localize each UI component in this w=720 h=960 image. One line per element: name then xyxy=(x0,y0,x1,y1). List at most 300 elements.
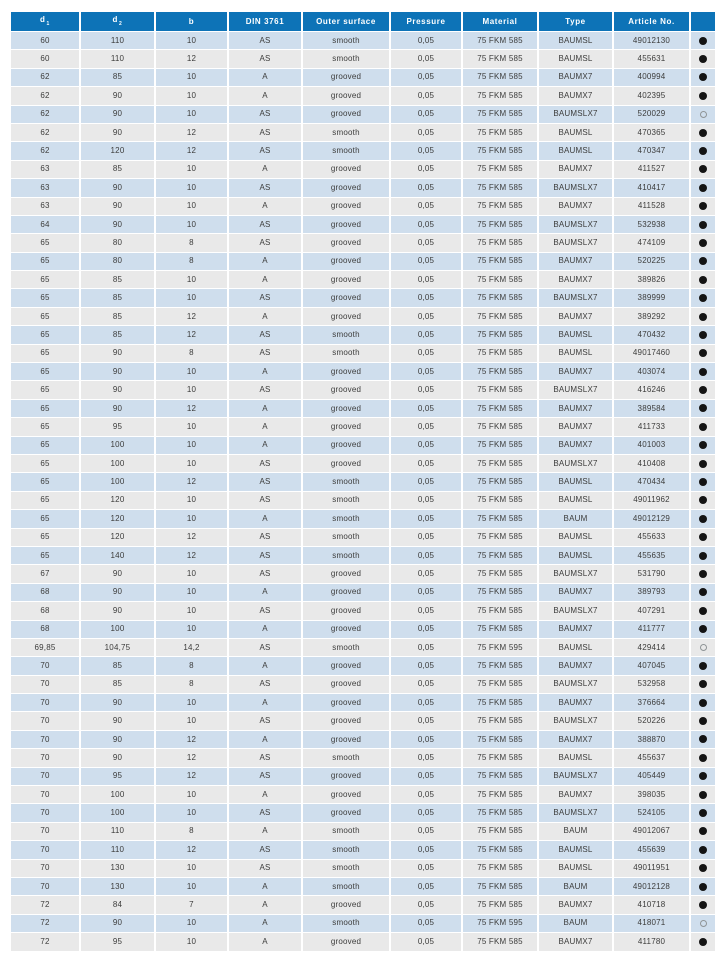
cell-article-no: 411527 xyxy=(614,161,689,178)
availability-filled-dot-icon xyxy=(699,460,707,468)
cell-pressure: 0,05 xyxy=(391,860,461,877)
cell-availability xyxy=(691,363,715,380)
cell-article-no: 410417 xyxy=(614,179,689,196)
availability-filled-dot-icon xyxy=(699,73,707,81)
cell-din-3761: A xyxy=(229,271,301,288)
cell-b: 14,2 xyxy=(156,639,227,656)
cell-article-no: 49011951 xyxy=(614,860,689,877)
cell-b: 12 xyxy=(156,400,227,417)
cell-outer-surface: grooved xyxy=(303,418,389,435)
availability-filled-dot-icon xyxy=(699,276,707,284)
cell-d1: 70 xyxy=(11,768,79,785)
cell-outer-surface: grooved xyxy=(303,69,389,86)
cell-d2: 104,75 xyxy=(81,639,154,656)
cell-material: 75 FKM 585 xyxy=(463,694,537,711)
table-row xyxy=(11,289,715,306)
cell-din-3761: A xyxy=(229,69,301,86)
cell-article-no: 389584 xyxy=(614,400,689,417)
table-header xyxy=(11,12,715,31)
availability-filled-dot-icon xyxy=(699,239,707,247)
cell-availability xyxy=(691,510,715,527)
cell-pressure: 0,05 xyxy=(391,381,461,398)
cell-material: 75 FKM 585 xyxy=(463,565,537,582)
table-row xyxy=(11,271,715,288)
cell-d2: 140 xyxy=(81,547,154,564)
cell-d1: 70 xyxy=(11,860,79,877)
cell-din-3761: AS xyxy=(229,768,301,785)
table-row xyxy=(11,510,715,527)
cell-pressure: 0,05 xyxy=(391,749,461,766)
cell-b: 12 xyxy=(156,308,227,325)
availability-filled-dot-icon xyxy=(699,901,707,909)
cell-b: 12 xyxy=(156,749,227,766)
cell-material: 75 FKM 585 xyxy=(463,106,537,123)
cell-d2: 90 xyxy=(81,87,154,104)
cell-article-no: 520225 xyxy=(614,253,689,270)
cell-material: 75 FKM 585 xyxy=(463,896,537,913)
cell-article-no: 470365 xyxy=(614,124,689,141)
cell-article-no: 455631 xyxy=(614,50,689,67)
cell-type: BAUMSLX7 xyxy=(539,381,612,398)
cell-d2: 100 xyxy=(81,437,154,454)
cell-outer-surface: grooved xyxy=(303,106,389,123)
cell-d1: 65 xyxy=(11,400,79,417)
cell-din-3761: AS xyxy=(229,50,301,67)
availability-filled-dot-icon xyxy=(699,772,707,780)
cell-din-3761: A xyxy=(229,253,301,270)
cell-material: 75 FKM 585 xyxy=(463,933,537,950)
cell-material: 75 FKM 595 xyxy=(463,639,537,656)
cell-din-3761: A xyxy=(229,400,301,417)
cell-b: 10 xyxy=(156,804,227,821)
cell-b: 8 xyxy=(156,823,227,840)
cell-material: 75 FKM 585 xyxy=(463,234,537,251)
cell-outer-surface: smooth xyxy=(303,841,389,858)
cell-type: BAUM xyxy=(539,915,612,932)
cell-outer-surface: grooved xyxy=(303,289,389,306)
cell-availability xyxy=(691,915,715,932)
cell-article-no: 474109 xyxy=(614,234,689,251)
cell-d1: 65 xyxy=(11,326,79,343)
cell-pressure: 0,05 xyxy=(391,345,461,362)
cell-d2: 100 xyxy=(81,621,154,638)
cell-pressure: 0,05 xyxy=(391,418,461,435)
cell-article-no: 532938 xyxy=(614,216,689,233)
cell-din-3761: AS xyxy=(229,381,301,398)
cell-type: BAUMSLX7 xyxy=(539,804,612,821)
cell-outer-surface: grooved xyxy=(303,400,389,417)
cell-article-no: 524105 xyxy=(614,804,689,821)
availability-filled-dot-icon xyxy=(699,570,707,578)
cell-d2: 85 xyxy=(81,271,154,288)
cell-material: 75 FKM 595 xyxy=(463,915,537,932)
cell-d2: 130 xyxy=(81,878,154,895)
cell-b: 10 xyxy=(156,198,227,215)
cell-d2: 110 xyxy=(81,50,154,67)
cell-d2: 90 xyxy=(81,381,154,398)
column-header-label: Pressure xyxy=(406,16,446,26)
availability-filled-dot-icon xyxy=(699,184,707,192)
cell-material: 75 FKM 585 xyxy=(463,142,537,159)
table-row xyxy=(11,731,715,748)
cell-article-no: 410718 xyxy=(614,896,689,913)
cell-din-3761: AS xyxy=(229,804,301,821)
cell-b: 10 xyxy=(156,565,227,582)
cell-availability xyxy=(691,345,715,362)
cell-b: 10 xyxy=(156,786,227,803)
cell-outer-surface: grooved xyxy=(303,768,389,785)
cell-availability xyxy=(691,198,715,215)
cell-type: BAUMSLX7 xyxy=(539,676,612,693)
cell-b: 10 xyxy=(156,437,227,454)
cell-d1: 65 xyxy=(11,473,79,490)
cell-material: 75 FKM 585 xyxy=(463,860,537,877)
availability-filled-dot-icon xyxy=(699,809,707,817)
cell-type: BAUMX7 xyxy=(539,657,612,674)
cell-type: BAUMX7 xyxy=(539,271,612,288)
cell-material: 75 FKM 585 xyxy=(463,363,537,380)
cell-availability xyxy=(691,69,715,86)
cell-outer-surface: grooved xyxy=(303,933,389,950)
cell-d1: 62 xyxy=(11,87,79,104)
column-header-article-no xyxy=(614,12,689,31)
cell-material: 75 FKM 585 xyxy=(463,179,537,196)
cell-pressure: 0,05 xyxy=(391,841,461,858)
cell-type: BAUMSL xyxy=(539,50,612,67)
cell-type: BAUMSL xyxy=(539,345,612,362)
cell-outer-surface: grooved xyxy=(303,381,389,398)
cell-availability xyxy=(691,32,715,49)
cell-din-3761: A xyxy=(229,510,301,527)
cell-outer-surface: smooth xyxy=(303,345,389,362)
cell-pressure: 0,05 xyxy=(391,124,461,141)
cell-material: 75 FKM 585 xyxy=(463,32,537,49)
cell-article-no: 389999 xyxy=(614,289,689,306)
cell-d1: 65 xyxy=(11,547,79,564)
cell-din-3761: A xyxy=(229,161,301,178)
cell-din-3761: AS xyxy=(229,639,301,656)
cell-article-no: 49012067 xyxy=(614,823,689,840)
cell-din-3761: A xyxy=(229,657,301,674)
cell-article-no: 403074 xyxy=(614,363,689,380)
cell-material: 75 FKM 585 xyxy=(463,602,537,619)
cell-material: 75 FKM 585 xyxy=(463,161,537,178)
cell-availability xyxy=(691,106,715,123)
cell-pressure: 0,05 xyxy=(391,161,461,178)
cell-b: 10 xyxy=(156,860,227,877)
cell-din-3761: AS xyxy=(229,712,301,729)
cell-type: BAUMX7 xyxy=(539,87,612,104)
cell-d1: 63 xyxy=(11,198,79,215)
cell-pressure: 0,05 xyxy=(391,198,461,215)
cell-article-no: 418071 xyxy=(614,915,689,932)
cell-type: BAUMX7 xyxy=(539,198,612,215)
cell-din-3761: AS xyxy=(229,124,301,141)
cell-pressure: 0,05 xyxy=(391,510,461,527)
cell-material: 75 FKM 585 xyxy=(463,198,537,215)
cell-type: BAUMX7 xyxy=(539,694,612,711)
cell-pressure: 0,05 xyxy=(391,602,461,619)
cell-availability xyxy=(691,253,715,270)
cell-type: BAUMX7 xyxy=(539,896,612,913)
cell-din-3761: A xyxy=(229,87,301,104)
cell-article-no: 410408 xyxy=(614,455,689,472)
cell-availability xyxy=(691,657,715,674)
column-header-outer-surface xyxy=(303,12,389,31)
table-row xyxy=(11,50,715,67)
cell-b: 12 xyxy=(156,547,227,564)
cell-availability xyxy=(691,621,715,638)
cell-availability xyxy=(691,308,715,325)
cell-d1: 62 xyxy=(11,142,79,159)
cell-type: BAUMX7 xyxy=(539,786,612,803)
table-row xyxy=(11,602,715,619)
availability-filled-dot-icon xyxy=(699,699,707,707)
availability-filled-dot-icon xyxy=(699,791,707,799)
cell-din-3761: A xyxy=(229,896,301,913)
cell-availability xyxy=(691,492,715,509)
cell-b: 7 xyxy=(156,896,227,913)
cell-d1: 72 xyxy=(11,915,79,932)
cell-outer-surface: grooved xyxy=(303,786,389,803)
cell-article-no: 455637 xyxy=(614,749,689,766)
column-header-din-3761 xyxy=(229,12,301,31)
cell-d1: 70 xyxy=(11,841,79,858)
availability-filled-dot-icon xyxy=(699,313,707,321)
cell-d2: 100 xyxy=(81,473,154,490)
cell-type: BAUMX7 xyxy=(539,621,612,638)
cell-b: 10 xyxy=(156,289,227,306)
cell-material: 75 FKM 585 xyxy=(463,124,537,141)
cell-d1: 65 xyxy=(11,253,79,270)
cell-outer-surface: grooved xyxy=(303,455,389,472)
availability-filled-dot-icon xyxy=(699,827,707,835)
cell-pressure: 0,05 xyxy=(391,363,461,380)
cell-type: BAUMX7 xyxy=(539,308,612,325)
cell-d2: 100 xyxy=(81,804,154,821)
cell-material: 75 FKM 585 xyxy=(463,510,537,527)
availability-filled-dot-icon xyxy=(699,607,707,615)
availability-filled-dot-icon xyxy=(699,846,707,854)
cell-din-3761: A xyxy=(229,731,301,748)
cell-availability xyxy=(691,676,715,693)
cell-d1: 68 xyxy=(11,621,79,638)
cell-d1: 70 xyxy=(11,786,79,803)
cell-d1: 65 xyxy=(11,289,79,306)
cell-d1: 69,85 xyxy=(11,639,79,656)
cell-availability xyxy=(691,547,715,564)
cell-pressure: 0,05 xyxy=(391,142,461,159)
cell-d1: 70 xyxy=(11,823,79,840)
cell-pressure: 0,05 xyxy=(391,768,461,785)
cell-din-3761: AS xyxy=(229,473,301,490)
cell-d1: 70 xyxy=(11,657,79,674)
cell-pressure: 0,05 xyxy=(391,823,461,840)
cell-pressure: 0,05 xyxy=(391,87,461,104)
cell-d2: 85 xyxy=(81,69,154,86)
cell-material: 75 FKM 585 xyxy=(463,657,537,674)
cell-material: 75 FKM 585 xyxy=(463,823,537,840)
cell-article-no: 376664 xyxy=(614,694,689,711)
cell-availability xyxy=(691,216,715,233)
cell-pressure: 0,05 xyxy=(391,915,461,932)
column-header-d1 xyxy=(11,12,79,31)
cell-d1: 65 xyxy=(11,234,79,251)
cell-article-no: 455635 xyxy=(614,547,689,564)
cell-type: BAUMSL xyxy=(539,749,612,766)
cell-material: 75 FKM 585 xyxy=(463,768,537,785)
column-header-availability xyxy=(691,12,715,31)
cell-din-3761: A xyxy=(229,584,301,601)
table-row xyxy=(11,786,715,803)
table-row xyxy=(11,933,715,950)
availability-filled-dot-icon xyxy=(699,129,707,137)
availability-filled-dot-icon xyxy=(699,92,707,100)
cell-material: 75 FKM 585 xyxy=(463,326,537,343)
cell-type: BAUMSL xyxy=(539,529,612,546)
cell-pressure: 0,05 xyxy=(391,584,461,601)
cell-outer-surface: smooth xyxy=(303,326,389,343)
cell-type: BAUMSLX7 xyxy=(539,234,612,251)
table-row xyxy=(11,32,715,49)
cell-outer-surface: grooved xyxy=(303,565,389,582)
cell-din-3761: AS xyxy=(229,142,301,159)
cell-type: BAUMSLX7 xyxy=(539,768,612,785)
cell-d2: 130 xyxy=(81,860,154,877)
cell-outer-surface: smooth xyxy=(303,510,389,527)
cell-outer-surface: smooth xyxy=(303,473,389,490)
cell-pressure: 0,05 xyxy=(391,326,461,343)
cell-outer-surface: grooved xyxy=(303,234,389,251)
cell-d1: 65 xyxy=(11,437,79,454)
cell-material: 75 FKM 585 xyxy=(463,584,537,601)
cell-d1: 65 xyxy=(11,510,79,527)
cell-type: BAUMX7 xyxy=(539,437,612,454)
cell-pressure: 0,05 xyxy=(391,32,461,49)
availability-filled-dot-icon xyxy=(699,331,707,339)
cell-material: 75 FKM 585 xyxy=(463,437,537,454)
cell-availability xyxy=(691,933,715,950)
cell-outer-surface: grooved xyxy=(303,363,389,380)
cell-d1: 60 xyxy=(11,32,79,49)
cell-din-3761: AS xyxy=(229,565,301,582)
cell-b: 10 xyxy=(156,418,227,435)
cell-type: BAUMX7 xyxy=(539,400,612,417)
cell-pressure: 0,05 xyxy=(391,731,461,748)
cell-availability xyxy=(691,381,715,398)
cell-availability xyxy=(691,473,715,490)
cell-outer-surface: smooth xyxy=(303,124,389,141)
cell-type: BAUMSLX7 xyxy=(539,106,612,123)
cell-material: 75 FKM 585 xyxy=(463,878,537,895)
cell-availability xyxy=(691,878,715,895)
cell-type: BAUMSL xyxy=(539,639,612,656)
cell-availability xyxy=(691,234,715,251)
cell-availability xyxy=(691,400,715,417)
cell-article-no: 532958 xyxy=(614,676,689,693)
cell-d1: 67 xyxy=(11,565,79,582)
cell-type: BAUMSLX7 xyxy=(539,712,612,729)
cell-availability xyxy=(691,804,715,821)
availability-filled-dot-icon xyxy=(699,202,707,210)
cell-d2: 85 xyxy=(81,308,154,325)
cell-availability xyxy=(691,841,715,858)
cell-outer-surface: smooth xyxy=(303,492,389,509)
cell-article-no: 389793 xyxy=(614,584,689,601)
column-header-d2 xyxy=(81,12,154,31)
cell-material: 75 FKM 585 xyxy=(463,381,537,398)
cell-d2: 110 xyxy=(81,841,154,858)
availability-filled-dot-icon xyxy=(699,680,707,688)
column-header-pressure xyxy=(391,12,461,31)
cell-availability xyxy=(691,142,715,159)
cell-din-3761: AS xyxy=(229,841,301,858)
cell-availability xyxy=(691,87,715,104)
cell-material: 75 FKM 585 xyxy=(463,804,537,821)
cell-d1: 68 xyxy=(11,584,79,601)
cell-pressure: 0,05 xyxy=(391,676,461,693)
cell-pressure: 0,05 xyxy=(391,492,461,509)
table-row xyxy=(11,896,715,913)
cell-b: 12 xyxy=(156,124,227,141)
cell-availability xyxy=(691,565,715,582)
cell-article-no: 407291 xyxy=(614,602,689,619)
table-row xyxy=(11,639,715,656)
column-header-type xyxy=(539,12,612,31)
cell-d2: 90 xyxy=(81,216,154,233)
cell-availability xyxy=(691,50,715,67)
cell-article-no: 455639 xyxy=(614,841,689,858)
cell-pressure: 0,05 xyxy=(391,529,461,546)
cell-outer-surface: grooved xyxy=(303,694,389,711)
cell-article-no: 470434 xyxy=(614,473,689,490)
cell-availability xyxy=(691,786,715,803)
cell-d2: 95 xyxy=(81,768,154,785)
cell-b: 10 xyxy=(156,455,227,472)
cell-b: 10 xyxy=(156,510,227,527)
availability-empty-dot-icon xyxy=(700,111,707,118)
cell-article-no: 520029 xyxy=(614,106,689,123)
cell-b: 12 xyxy=(156,731,227,748)
cell-din-3761: AS xyxy=(229,529,301,546)
availability-filled-dot-icon xyxy=(699,735,707,743)
cell-article-no: 49012129 xyxy=(614,510,689,527)
cell-b: 8 xyxy=(156,234,227,251)
cell-type: BAUMX7 xyxy=(539,161,612,178)
table-row xyxy=(11,124,715,141)
availability-filled-dot-icon xyxy=(699,864,707,872)
column-header-label: DIN 3761 xyxy=(245,16,285,26)
cell-availability xyxy=(691,860,715,877)
cell-pressure: 0,05 xyxy=(391,804,461,821)
table-row xyxy=(11,437,715,454)
cell-article-no: 400994 xyxy=(614,69,689,86)
cell-availability xyxy=(691,694,715,711)
cell-outer-surface: grooved xyxy=(303,676,389,693)
cell-outer-surface: grooved xyxy=(303,657,389,674)
table-body xyxy=(11,32,715,951)
cell-type: BAUMX7 xyxy=(539,584,612,601)
table-header-row xyxy=(11,12,715,31)
cell-outer-surface: smooth xyxy=(303,547,389,564)
cell-pressure: 0,05 xyxy=(391,216,461,233)
availability-filled-dot-icon xyxy=(699,55,707,63)
cell-d2: 80 xyxy=(81,234,154,251)
cell-d1: 72 xyxy=(11,896,79,913)
cell-outer-surface: grooved xyxy=(303,896,389,913)
cell-d2: 110 xyxy=(81,32,154,49)
table-row xyxy=(11,749,715,766)
